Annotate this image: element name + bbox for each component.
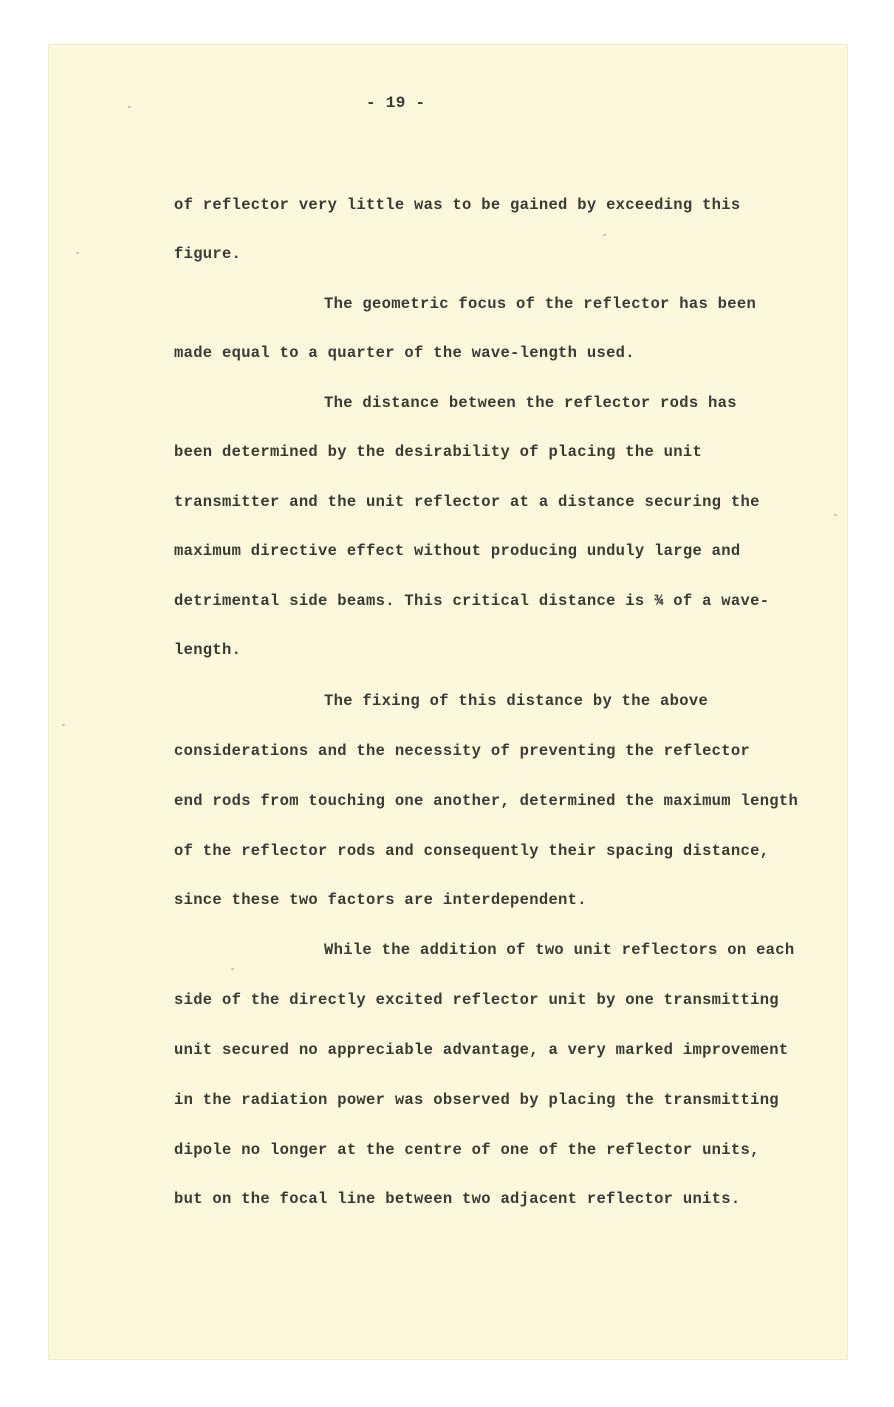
text-line-13: end rods from touching one another, determined the maximum length xyxy=(174,792,799,810)
text-line-1: of reflector very little was to be gained by exceeding this xyxy=(174,196,741,214)
text-line-2: figure. xyxy=(174,245,242,263)
text-line-21: but on the focal line between two adjacent reflector units. xyxy=(174,1190,741,1208)
text-line-17: side of the directly excited reflector unit by one transmitting xyxy=(174,991,779,1009)
text-line-8: maximum directive effect without producing unduly large and xyxy=(174,542,741,560)
text-line-6: been determined by the desirability of placing the unit xyxy=(174,443,703,461)
document-page xyxy=(48,44,848,1360)
text-line-16: While the addition of two unit reflectors on each xyxy=(324,941,795,959)
text-line-5: The distance between the reflector rods has xyxy=(324,394,737,412)
text-line-7: transmitter and the unit reflector at a distance securing the xyxy=(174,493,760,511)
text-line-14: of the reflector rods and consequently their spacing distance, xyxy=(174,842,770,860)
paper-speck xyxy=(231,968,234,970)
text-line-4: made equal to a quarter of the wave-length used. xyxy=(174,344,635,362)
paper-speck xyxy=(62,724,65,726)
paper-speck xyxy=(834,514,837,516)
text-line-19: in the radiation power was observed by placing the transmitting xyxy=(174,1091,779,1109)
text-line-11: The fixing of this distance by the above xyxy=(324,692,709,710)
paper-speck xyxy=(128,106,131,108)
paper-speck xyxy=(76,252,79,254)
page-number: - 19 - xyxy=(366,94,426,112)
text-line-20: dipole no longer at the centre of one of the reflector units, xyxy=(174,1141,760,1159)
text-line-12: considerations and the necessity of preventing the reflector xyxy=(174,742,751,760)
text-line-18: unit secured no appreciable advantage, a very marked improvement xyxy=(174,1041,789,1059)
paper-speck xyxy=(603,234,606,236)
text-line-9: detrimental side beams. This critical distance is ¾ of a wave- xyxy=(174,592,770,610)
text-line-15: since these two factors are interdependent. xyxy=(174,891,587,909)
text-line-3: The geometric focus of the reflector has been xyxy=(324,295,757,313)
text-line-10: length. xyxy=(174,641,242,659)
